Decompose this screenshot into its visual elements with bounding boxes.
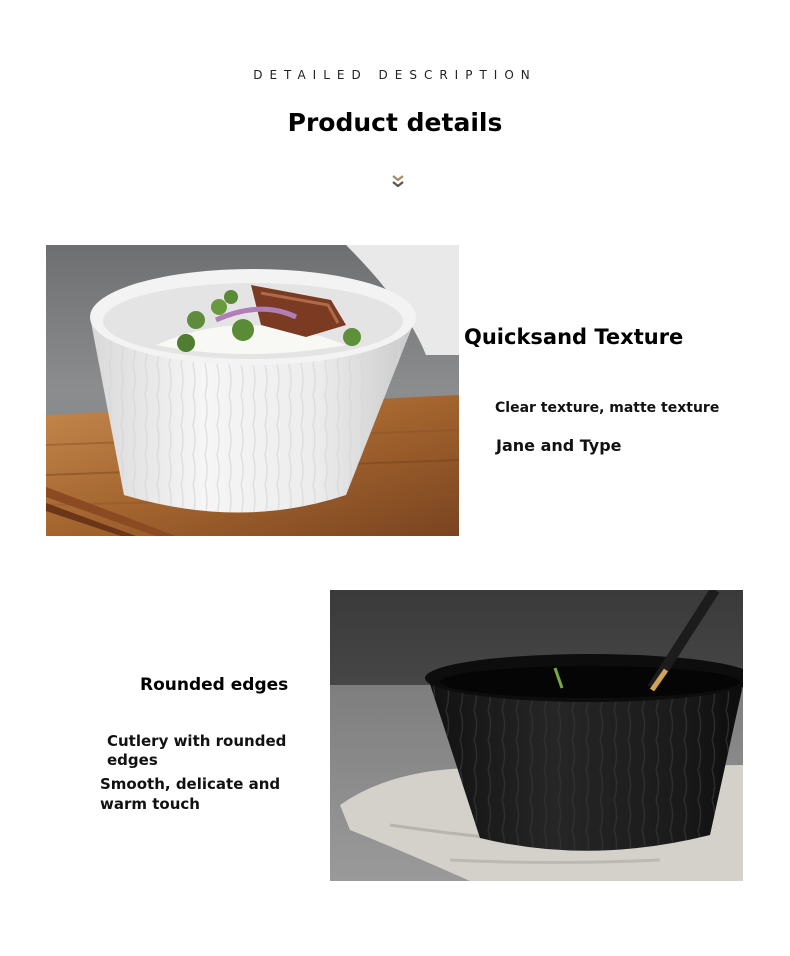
edges-line-2: Smooth, delicate and warm touch	[100, 775, 281, 813]
texture-line-2: Jane and Type	[496, 436, 622, 455]
texture-heading: Quicksand Texture	[464, 325, 684, 349]
double-chevron-down-icon	[391, 174, 405, 192]
texture-line-1: Clear texture, matte texture	[495, 400, 720, 416]
page-title: Product details	[287, 108, 503, 137]
black-bowl-photo	[330, 590, 743, 881]
edges-line-1: Cutlery with rounded edges	[107, 732, 287, 769]
edges-heading: Rounded edges	[140, 675, 289, 695]
section-eyebrow: DETAILED DESCRIPTION	[253, 68, 537, 82]
white-bowl-photo	[46, 245, 459, 536]
